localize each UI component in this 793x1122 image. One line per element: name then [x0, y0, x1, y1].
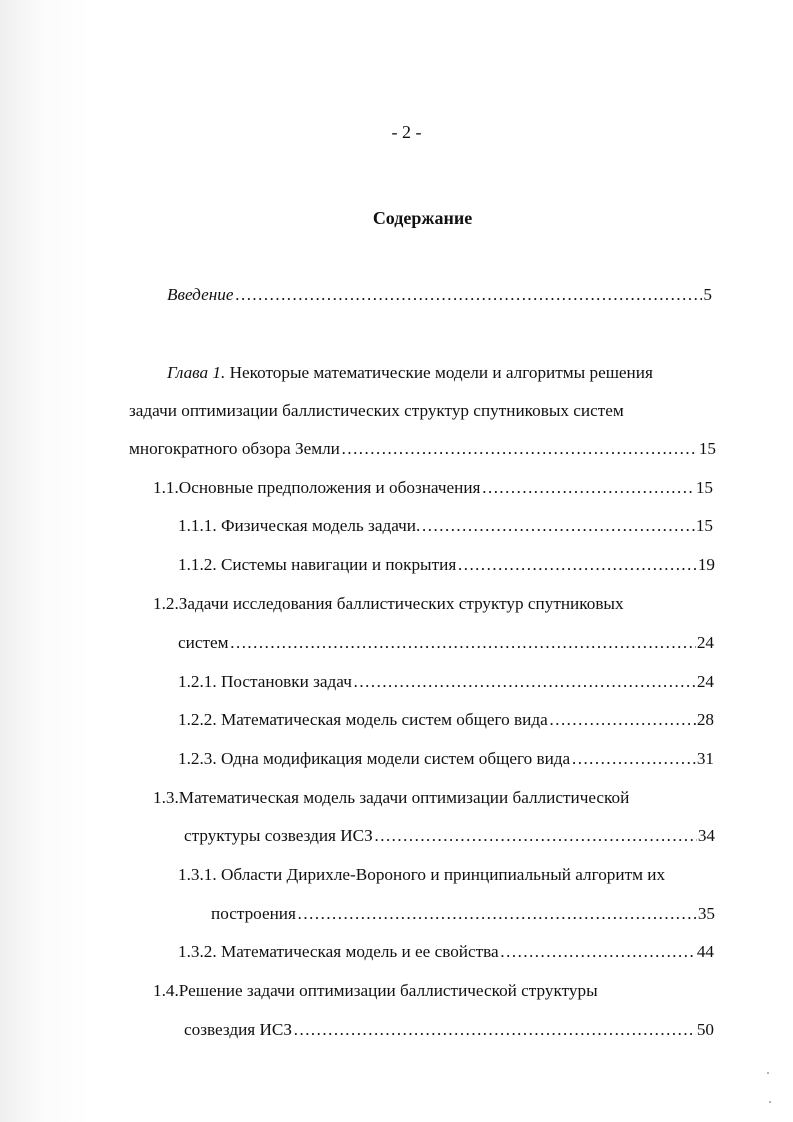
- toc-entry-label: 1.2.1. Постановки задач: [178, 672, 352, 691]
- toc-entry-introduction: [167, 284, 712, 306]
- scan-speck: [767, 1072, 769, 1074]
- page-number: - 2 -: [391, 122, 422, 142]
- scan-speck: [769, 1101, 771, 1103]
- leader-dots: [341, 438, 698, 460]
- leader-dots: [500, 941, 696, 963]
- leader-dots: [457, 554, 697, 576]
- toc-entry-1-2-line2: [178, 632, 714, 654]
- toc-entry-label: 1.2.3. Одна модификация модели систем общего вида: [178, 749, 571, 768]
- toc-entry-1-2-3: [178, 748, 714, 770]
- toc-entry-1-3-2: [178, 941, 714, 963]
- toc-entry-page: 24: [696, 633, 714, 652]
- toc-entry-page: 31: [696, 749, 714, 768]
- toc-entry-page: 50: [696, 1020, 714, 1039]
- toc-entry-page: 15: [698, 439, 716, 458]
- toc-entry-page: 15: [695, 478, 713, 497]
- toc-chapter-1-line3: [129, 438, 716, 460]
- toc-entry-label: Введение: [167, 285, 234, 304]
- toc-entry-1-3-line1: 1.3.Математическая модель задачи оптимизации баллистической: [153, 788, 630, 807]
- toc-entry-page: 15: [695, 516, 713, 535]
- leader-dots: [293, 1019, 696, 1041]
- leader-dots: [234, 284, 702, 306]
- toc-entry-page: 28: [696, 710, 714, 729]
- toc-entry-page: 19: [697, 555, 715, 574]
- leader-dots: [297, 903, 697, 925]
- leader-dots: [421, 515, 695, 537]
- leader-dots: [374, 825, 697, 847]
- toc-entry-label: 1.1.Основные предположения и обозначения: [153, 478, 481, 497]
- toc-entry-label: 1.1.2. Системы навигации и покрытия: [178, 555, 457, 574]
- toc-entry-label: систем: [178, 633, 229, 652]
- toc-entry-label: 1.1.1. Физическая модель задачи.: [178, 516, 421, 535]
- leader-dots: [571, 748, 696, 770]
- toc-entry-1-2-line1: 1.2.Задачи исследования баллистических структур спутниковых: [153, 594, 624, 613]
- toc-entry-1-3-1-line1: 1.3.1. Области Дирихле-Вороного и принципиальный алгоритм их: [178, 865, 666, 884]
- toc-entry-1-2-2: [178, 709, 714, 731]
- toc-entry-page: 5: [703, 285, 712, 304]
- toc-chapter-1-line2: задачи оптимизации баллистических структур спутниковых систем: [129, 401, 624, 420]
- toc-entry-label: построения: [211, 904, 296, 923]
- leader-dots: [549, 709, 696, 731]
- toc-entry-label: 1.3.2. Математическая модель и ее свойства: [178, 942, 499, 961]
- toc-entry-label: созвездия ИСЗ: [184, 1020, 292, 1039]
- toc-chapter-1-line1: [167, 362, 653, 384]
- leader-dots: [229, 632, 695, 654]
- toc-entry-page: 24: [696, 672, 714, 691]
- toc-entry-1-1: [153, 477, 713, 499]
- chapter-title-part1: Некоторые математические модели и алгоритмы решения: [225, 363, 653, 382]
- toc-entry-1-3-line2: [184, 825, 715, 847]
- chapter-label: Глава 1.: [167, 363, 226, 382]
- toc-entry-page: 44: [696, 942, 714, 961]
- leader-dots: [481, 477, 694, 499]
- toc-title: Содержание: [372, 208, 473, 228]
- toc-entry-1-1-1: [178, 515, 713, 537]
- toc-entry-1-3-1-line2: [211, 903, 715, 925]
- toc-entry-1-1-2: [178, 554, 715, 576]
- toc-entry-page: 34: [697, 826, 715, 845]
- toc-entry-1-4-line1: 1.4.Решение задачи оптимизации баллистической структуры: [153, 981, 598, 1000]
- toc-entry-1-4-line2: [184, 1019, 714, 1041]
- toc-entry-page: 35: [697, 904, 715, 923]
- leader-dots: [353, 671, 696, 693]
- toc-entry-label: многократного обзора Земли: [129, 439, 340, 458]
- toc-entry-label: 1.2.2. Математическая модель систем общего вида: [178, 710, 548, 729]
- toc-entry-1-2-1: [178, 671, 714, 693]
- toc-entry-label: структуры созвездия ИСЗ: [184, 826, 373, 845]
